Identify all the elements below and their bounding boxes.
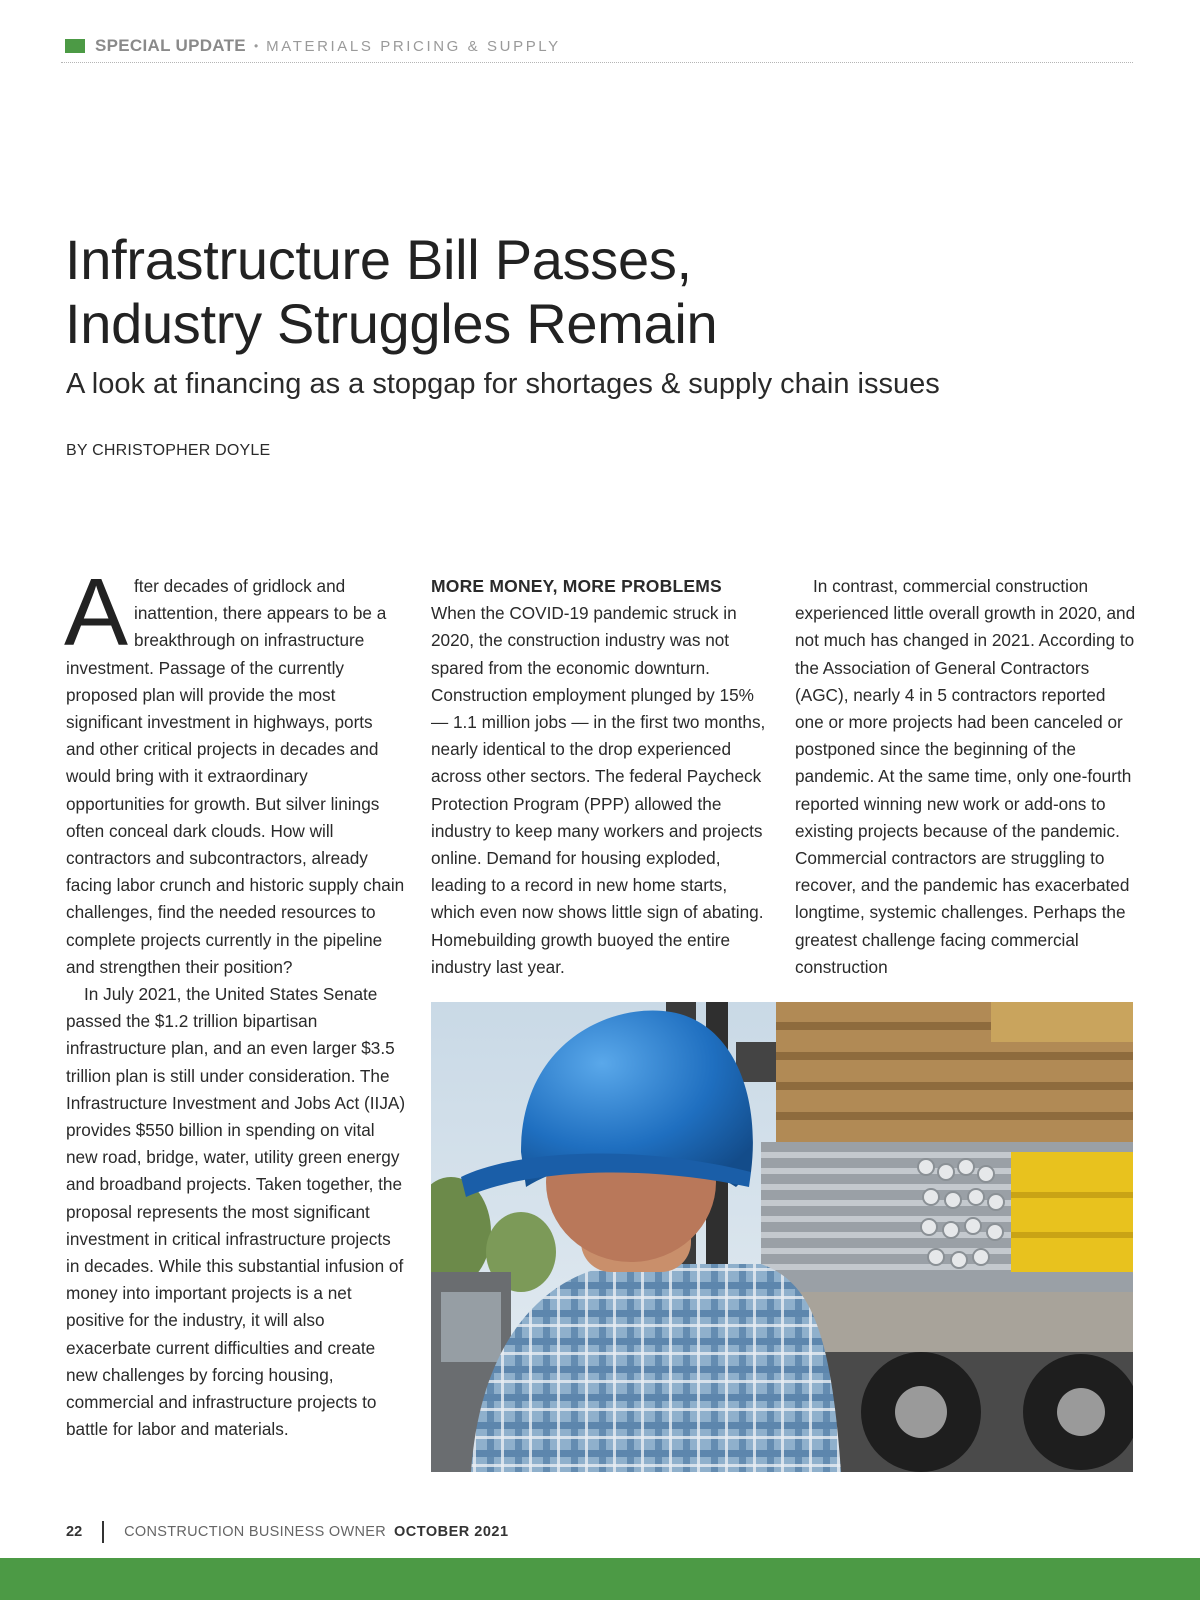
column-1	[64, 559, 406, 1444]
bottom-color-band	[0, 1558, 1200, 1600]
drop-cap: A	[64, 559, 129, 666]
footer-divider	[102, 1521, 104, 1543]
article-photo	[431, 1002, 1133, 1472]
column-3	[795, 573, 1137, 981]
header-separator: •	[253, 39, 259, 53]
header-special-label: SPECIAL UPDATE	[95, 36, 246, 55]
title-line-1: Infrastructure Bill Passes,	[65, 228, 692, 291]
section-header	[65, 36, 1133, 56]
page-footer	[66, 1520, 509, 1544]
header-divider	[61, 62, 1133, 63]
byline: BY CHRISTOPHER DOYLE	[66, 442, 271, 459]
column-1-paragraph-1	[64, 559, 406, 981]
section-marker-square	[65, 39, 85, 53]
header-section-label: MATERIALS PRICING & SUPPLY	[266, 37, 561, 55]
publication-name: CONSTRUCTION BUSINESS OWNER	[124, 1524, 387, 1540]
column-1-paragraph-1-text: fter decades of gridlock and inattention, there appears to be a breakthrough on infrastructure investment. Passage of the currently proposed plan will provide the most significant investment in highways, ports and other critical projects in decades and would bring with it extraordinary opportunities for growth. But silver linings often conceal dark clouds. How will contractors and subcontractors, already facing labor crunch and historic supply chain challenges, find the needed resources to complete projects currently in the pipeline and strengthen their position?	[66, 576, 405, 977]
section-heading: MORE MONEY, MORE PROBLEMS	[431, 576, 722, 596]
article-title	[65, 228, 1115, 356]
page-number: 22	[66, 1524, 83, 1540]
column-1-paragraph-2: In July 2021, the United States Senate passed the $1.2 trillion bipartisan infrastructure plan, and an even larger $3.5 trillion plan is still under consideration. The Infrastructure Investment and Jobs Act (IIJA) provides $550 billion in spending on vital new road, bridge, water, utility green energy and broadband projects. Taken together, the proposal represents the most significant investment in critical infrastructure projects in decades. While this substantial infusion of money into important projects is a net positive for the industry, it will also exacerbate current difficulties and create new challenges by forcing housing, commercial and infrastructure projects to battle for labor and materials.	[66, 984, 406, 1440]
column-2	[431, 573, 771, 981]
column-3-paragraph-1: In contrast, commercial construction experienced little overall growth in 2020, and not much has changed in 2021. According to the Association of General Contractors (AGC), nearly 4 in 5 contractors reported one or more projects had been canceled or postponed since the beginning of the pandemic. At the same time, only one-fourth reported winning new work or add-ons to existing projects because of the pandemic. Commercial contractors are struggling to recover, and the pandemic has exacerbated longtime, systemic challenges. Perhaps the greatest challenge facing commercial construction	[795, 576, 1136, 977]
article-subtitle: A look at financing as a stopgap for shortages & supply chain issues	[66, 368, 940, 400]
worker-forklift-photo-illustration	[431, 1002, 1133, 1472]
issue-date: OCTOBER 2021	[394, 1524, 509, 1540]
title-line-2: Industry Struggles Remain	[65, 292, 718, 355]
column-2-paragraph-1: When the COVID-19 pandemic struck in 2020, the construction industry was not spared from the economic downturn. Construction employment plunged by 15% — 1.1 million jobs — in the first two months, nearly identical to the drop experienced across other sectors. The federal Paycheck Protection Program (PPP) allowed the industry to keep many workers and projects online. Demand for housing exploded, leading to a record in new home starts, which even now shows little sign of abating. Homebuilding growth buoyed the entire industry last year.	[431, 603, 766, 977]
